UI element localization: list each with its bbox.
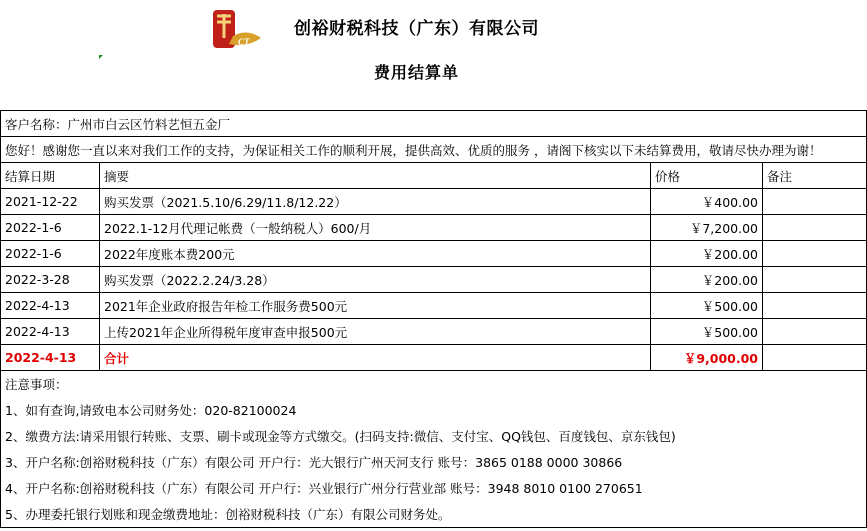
note-item: 4、开户名称:创裕财税科技（广东）有限公司 开户行：兴业银行广州分行营业部 账号：3948 8010 0100 270651 xyxy=(1,475,867,501)
row-note xyxy=(763,215,867,241)
row-note xyxy=(763,319,867,345)
row-summary: 2021年企业政府报告年检工作服务费500元 xyxy=(100,293,651,319)
document-title: 费用结算单 xyxy=(374,63,460,82)
note-item-row xyxy=(1,449,867,475)
total-note xyxy=(763,345,867,371)
row-note xyxy=(763,293,867,319)
table-row xyxy=(1,293,867,319)
note-item: 5、办理委托银行划账和现金缴费地址：创裕财税科技（广东）有限公司财务处。 xyxy=(1,501,867,528)
total-date: 2022-4-13 xyxy=(1,345,100,371)
row-summary: 上传2021年企业所得税年度审查申报500元 xyxy=(100,319,651,345)
notes-title-row xyxy=(1,371,867,398)
table-row xyxy=(1,267,867,293)
header-summary: 摘要 xyxy=(100,163,651,189)
note-item: 1、如有查询,请致电本公司财务处：020-82100024 xyxy=(1,397,867,423)
settlement-table xyxy=(0,110,867,528)
total-price: ￥9,000.00 xyxy=(651,345,763,371)
note-item: 3、开户名称:创裕财税科技（广东）有限公司 开户行：光大银行广州天河支行 账号：3865 0188 0000 30866 xyxy=(1,449,867,475)
row-price: ￥500.00 xyxy=(651,293,763,319)
row-summary: 购买发票（2022.2.24/3.28） xyxy=(100,267,651,293)
row-date: 2021-12-22 xyxy=(1,189,100,215)
table-header-row xyxy=(1,163,867,189)
row-date: 2022-3-28 xyxy=(1,267,100,293)
notes-title: 注意事项： xyxy=(1,371,867,398)
cell-marker xyxy=(99,55,103,59)
total-row xyxy=(1,345,867,371)
row-price: ￥400.00 xyxy=(651,189,763,215)
header-note: 备注 xyxy=(763,163,867,189)
table-row xyxy=(1,319,867,345)
row-date: 2022-4-13 xyxy=(1,319,100,345)
company-name: 创裕财税科技（广东）有限公司 xyxy=(294,19,539,39)
row-price: ￥200.00 xyxy=(651,267,763,293)
row-price: ￥200.00 xyxy=(651,241,763,267)
greeting-row xyxy=(1,137,867,163)
greeting-text: 您好！感谢您一直以来对我们工作的支持，为保证相关工作的顺利开展，提供高效、优质的服务 ，请阁下核实以下未结算费用，敬请尽快办理为谢！ xyxy=(1,137,867,163)
row-date: 2022-1-6 xyxy=(1,241,100,267)
note-item-row xyxy=(1,423,867,449)
customer-row xyxy=(1,111,867,137)
row-price: ￥7,200.00 xyxy=(651,215,763,241)
header-date: 结算日期 xyxy=(1,163,100,189)
total-label: 合计 xyxy=(100,345,651,371)
row-note xyxy=(763,241,867,267)
logo-text: CT xyxy=(238,37,250,47)
row-date: 2022-4-13 xyxy=(1,293,100,319)
customer-name: 客户名称：广州市白云区竹料艺恒五金厂 xyxy=(1,111,867,137)
header-price: 价格 xyxy=(651,163,763,189)
note-item-row xyxy=(1,475,867,501)
row-note xyxy=(763,189,867,215)
note-item: 2、缴费方法:请采用银行转账、支票、刷卡或现金等方式缴交。(扫码支持:微信、支付宝、QQ钱包、百度钱包、京东钱包) xyxy=(1,423,867,449)
row-date: 2022-1-6 xyxy=(1,215,100,241)
note-item-row xyxy=(1,397,867,423)
note-item-row xyxy=(1,501,867,528)
table-row xyxy=(1,241,867,267)
company-logo xyxy=(207,8,263,50)
table-row xyxy=(1,189,867,215)
table-row xyxy=(1,215,867,241)
row-summary: 购买发票（2021.5.10/6.29/11.8/12.22） xyxy=(100,189,651,215)
row-summary: 2022.1-12月代理记帐费（一般纳税人）600/月 xyxy=(100,215,651,241)
row-summary: 2022年度账本费200元 xyxy=(100,241,651,267)
row-note xyxy=(763,267,867,293)
row-price: ￥500.00 xyxy=(651,319,763,345)
